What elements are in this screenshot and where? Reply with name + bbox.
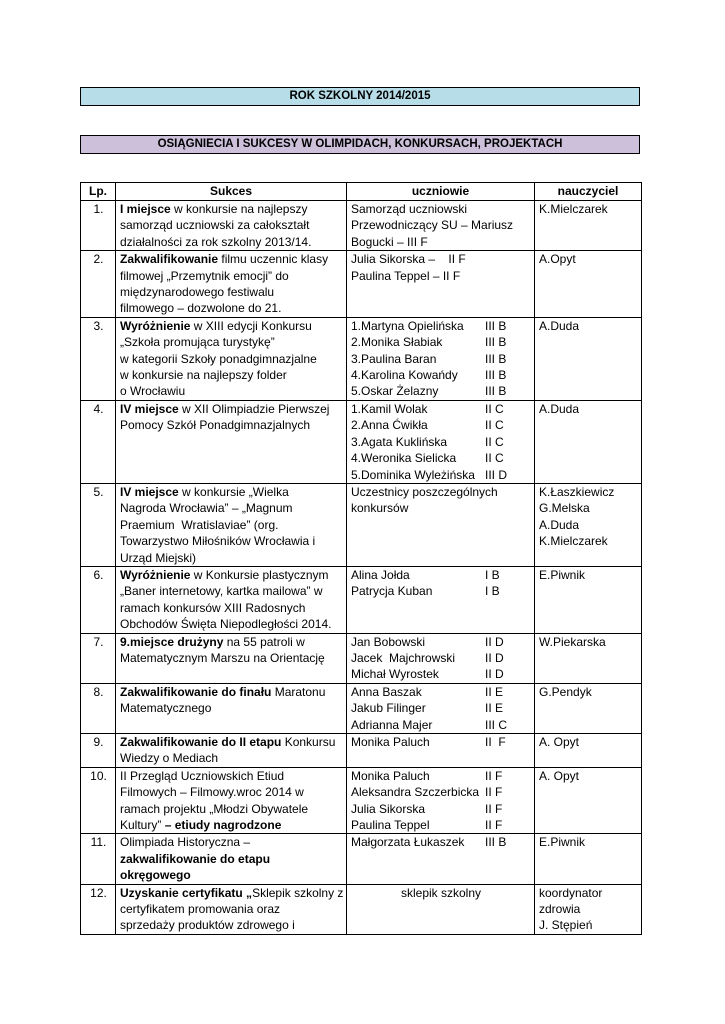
description-line (120, 750, 343, 766)
student-name: 4.Karolina Kowańdy (351, 368, 458, 383)
student-class: II D (485, 650, 504, 665)
description-line (120, 734, 343, 750)
description-line (120, 801, 343, 817)
student-name: Julia Sikorska (351, 801, 426, 816)
student-class: II F (485, 801, 503, 816)
description-line (120, 583, 343, 599)
description-line (120, 650, 343, 666)
description-line (120, 383, 343, 399)
student-name: 4.Weronika Sielicka (351, 451, 457, 466)
success-description (116, 566, 347, 633)
student-name: Patrycja Kuban (351, 584, 433, 599)
student-entry (351, 634, 531, 650)
teacher-name: A.Opyt (539, 252, 576, 267)
student-name: Jacek Majchrowski (351, 650, 456, 665)
student-entry (351, 318, 531, 334)
table-row (81, 633, 642, 683)
student-name: 5.Dominika Wyleżińska (351, 467, 475, 482)
teacher-cell (535, 734, 642, 768)
student-class: III B (485, 318, 507, 333)
table-row (81, 767, 642, 834)
success-description (116, 834, 347, 884)
text-segment: międzynarodowego festiwalu (120, 285, 275, 300)
student-name: Michał Wyrostek (351, 667, 439, 682)
success-description (116, 251, 347, 318)
description-line (120, 600, 343, 616)
student-class: III B (485, 351, 507, 366)
table-row (81, 483, 642, 566)
teacher-name: A.Duda (539, 517, 580, 532)
teacher-name: G.Melska (539, 501, 590, 516)
success-description (116, 633, 347, 683)
students-cell (347, 884, 535, 934)
text-segment: samorząd uczniowski za całokształt (120, 218, 310, 233)
text-segment: w kategorii Szkoły ponadgimnazjalne (120, 351, 317, 366)
students-cell (347, 201, 535, 251)
teacher-name: J. Stępień (539, 918, 593, 933)
achievements-table (80, 182, 642, 935)
table-row (81, 683, 642, 733)
text-segment: Towarzystwo Miłośników Wrocławia i (120, 534, 316, 549)
text-segment: Kultury” (120, 818, 165, 833)
table-header-row (81, 183, 642, 201)
student-class: II F (485, 768, 503, 783)
students-cell (347, 834, 535, 884)
teacher-name: K.Mielczarek (539, 202, 608, 216)
bold-segment: – etiudy nagrodzone (164, 818, 282, 833)
student-entry (351, 734, 531, 750)
row-number: 5. (81, 483, 116, 566)
row-number: 6. (81, 566, 116, 633)
student-entry (351, 251, 531, 267)
student-name: Jan Bobowski (351, 634, 426, 649)
student-entry (351, 666, 531, 682)
student-class: II E (485, 701, 504, 716)
student-entry (351, 684, 531, 700)
students-cell (347, 734, 535, 768)
text-segment: na 55 patroli w (223, 634, 305, 649)
description-line (120, 901, 343, 917)
column-header-uczniowie: uczniowie (347, 183, 535, 201)
row-number: 11. (81, 834, 116, 884)
description-line (120, 867, 343, 883)
table-row (81, 566, 642, 633)
student-name: Alina Jołda (351, 567, 410, 582)
student-name: Anna Baszak (351, 684, 422, 699)
section-title-banner: OSIĄGNIECIA I SUKCESY W OLIMPIDACH, KONKURSACH, PROJEKTACH (80, 135, 640, 154)
description-line (120, 484, 343, 500)
description-line (120, 616, 343, 632)
description-line (120, 234, 343, 250)
description-line (120, 334, 343, 350)
student-entry (351, 817, 531, 833)
teacher-name: W.Piekarska (539, 634, 606, 649)
text-segment: Sklepik szkolny z (252, 885, 344, 900)
student-entry (351, 801, 531, 817)
text-segment: Wiedzy o Mediach (120, 751, 219, 766)
student-name: Paulina Teppel (351, 818, 430, 833)
students-cell (347, 683, 535, 733)
description-line (120, 201, 343, 217)
student-entry (351, 234, 531, 250)
table-row (81, 400, 642, 483)
teacher-cell (535, 633, 642, 683)
description-line (120, 550, 343, 566)
text-segment: „Szkoła promująca turystykę” (120, 335, 275, 350)
description-line (120, 634, 343, 650)
description-line (120, 417, 343, 433)
student-class: III C (485, 717, 508, 732)
student-class: I B (485, 567, 500, 582)
bold-segment: Zakwalifikowanie (120, 252, 219, 267)
student-name: Przewodniczący SU – Mariusz (351, 218, 514, 233)
student-entry (351, 334, 531, 350)
teacher-cell (535, 566, 642, 633)
teacher-name: A.Duda (539, 318, 580, 333)
teacher-cell (535, 201, 642, 251)
column-header-sukces: Sukces (116, 183, 347, 201)
text-segment: ramach konkursów XIII Radosnych (120, 600, 306, 615)
student-entry (351, 217, 531, 233)
student-class: I B (485, 584, 500, 599)
teacher-cell (535, 400, 642, 483)
row-number: 12. (81, 884, 116, 934)
school-year-banner: ROK SZKOLNY 2014/2015 (80, 87, 640, 106)
teacher-name: zdrowia (539, 902, 581, 917)
students-cell (347, 251, 535, 318)
teacher-name: A. Opyt (539, 768, 580, 783)
student-entry (351, 583, 531, 599)
text-segment: II Przegląd Uczniowskich Etiud (120, 768, 285, 783)
description-line (120, 700, 343, 716)
description-line (120, 684, 343, 700)
student-entry (351, 784, 531, 800)
table-row (81, 251, 642, 318)
success-description (116, 201, 347, 251)
success-description (116, 683, 347, 733)
student-class: III B (485, 835, 507, 850)
student-entry (351, 717, 531, 733)
table-row (81, 884, 642, 934)
text-segment: Pomocy Szkół Ponadgimnazjalnych (120, 418, 311, 433)
table-row (81, 734, 642, 768)
description-line (120, 851, 343, 867)
bold-segment: Zakwalifikowanie do finału (120, 684, 272, 699)
bold-segment: Wyróżnienie (120, 318, 191, 333)
student-name: 1.Martyna Opielińska (351, 318, 464, 333)
description-line (120, 834, 343, 850)
student-entry (351, 650, 531, 666)
teacher-cell (535, 884, 642, 934)
row-number: 7. (81, 633, 116, 683)
text-segment: certyfikatem promowania oraz (120, 902, 281, 917)
student-entry (351, 434, 531, 450)
text-segment: Olimpiada Historyczna – (120, 835, 251, 850)
student-class: III D (485, 467, 508, 482)
teacher-cell (535, 483, 642, 566)
description-line (120, 268, 343, 284)
text-segment: o Wrocławiu (120, 384, 186, 399)
text-segment: „Baner internetowy, kartka mailowa” w (120, 584, 323, 599)
column-header-lp: Lp. (81, 183, 116, 201)
student-entry (351, 484, 531, 500)
students-cell (347, 317, 535, 400)
success-description (116, 400, 347, 483)
student-entry (351, 268, 531, 284)
student-class: II E (485, 684, 504, 699)
text-segment: w konkursie na najlepszy folder (120, 368, 287, 383)
student-name: 3.Agata Kuklińska (351, 434, 448, 449)
student-class: II D (485, 667, 504, 682)
text-segment: w XIII edycji Konkursu (190, 318, 312, 333)
student-name: Uczestnicy poszczególnych (351, 484, 498, 499)
bold-segment: 9.miejsce drużyny (120, 634, 224, 649)
text-segment: w konkursie na najlepszy (170, 202, 308, 216)
table-body (81, 201, 642, 935)
success-description (116, 884, 347, 934)
student-entry (351, 417, 531, 433)
description-line (120, 885, 343, 901)
description-line (120, 318, 343, 334)
student-entry (351, 700, 531, 716)
student-name: 3.Paulina Baran (351, 351, 437, 366)
student-class: II C (485, 418, 504, 433)
bold-segment: IV miejsce (120, 401, 179, 416)
text-segment: Konkursu (281, 735, 336, 749)
student-class: II C (485, 434, 504, 449)
bold-segment: Uzyskanie certyfikatu „ (120, 885, 253, 900)
text-segment: Praemium Wratislaviae” (org. (120, 517, 279, 532)
student-name: Monika Paluch (351, 735, 430, 749)
row-number: 4. (81, 400, 116, 483)
bold-segment: IV miejsce (120, 484, 179, 499)
success-description (116, 483, 347, 566)
student-name: Jakub Filinger (351, 701, 426, 716)
description-line (120, 217, 343, 233)
student-entry (351, 401, 531, 417)
row-number: 10. (81, 767, 116, 834)
student-class: II C (485, 451, 504, 466)
success-description (116, 734, 347, 768)
column-header-nauczyciel: nauczyciel (535, 183, 642, 201)
student-entry (351, 467, 531, 483)
student-class: II D (485, 634, 504, 649)
description-line (120, 817, 343, 833)
students-cell (347, 767, 535, 834)
student-name: 1.Kamil Wolak (351, 401, 428, 416)
student-class: III B (485, 368, 507, 383)
teacher-cell (535, 767, 642, 834)
bold-segment: Zakwalifikowanie do II etapu (120, 735, 282, 749)
text-segment: Matematycznym Marszu na Orientację (120, 650, 325, 665)
student-entry (351, 201, 531, 217)
text-segment: Maratonu (271, 684, 326, 699)
teacher-cell (535, 834, 642, 884)
teacher-name: koordynator (539, 885, 603, 900)
student-name: 5.Oskar Żelazny (351, 384, 439, 399)
description-line (120, 300, 343, 316)
teacher-name: K.Mielczarek (539, 534, 608, 549)
description-line (120, 251, 343, 267)
text-segment: Urząd Miejski) (120, 550, 197, 565)
teacher-name: E.Piwnik (539, 567, 586, 582)
student-name: Małgorzata Łukaszek (351, 835, 465, 850)
text-segment: filmowego – dozwolone do 21. (120, 301, 282, 316)
description-line (120, 367, 343, 383)
student-entry (351, 367, 531, 383)
student-name: Samorząd uczniowski (351, 202, 468, 216)
description-line (120, 533, 343, 549)
table-row (81, 834, 642, 884)
description-line (120, 917, 343, 933)
students-cell (347, 633, 535, 683)
student-class: II F (485, 785, 503, 800)
student-entry (351, 768, 531, 784)
students-cell (347, 566, 535, 633)
text-segment: działalności za rok szkolny 2013/14. (120, 234, 312, 249)
student-entry (351, 834, 531, 850)
student-entry (351, 450, 531, 466)
description-line (120, 784, 343, 800)
text-segment: filmowej „Przemytnik emocji” do (120, 268, 289, 283)
teacher-cell (535, 683, 642, 733)
student-class: II F (485, 818, 503, 833)
student-class: II F (485, 735, 506, 749)
bold-segment: Wyróżnienie (120, 567, 191, 582)
student-name: Aleksandra Szczerbicka (351, 785, 480, 800)
text-segment: w konkursie „Wielka (178, 484, 289, 499)
description-line (120, 768, 343, 784)
text-segment: Obchodów Święta Niepodległości 2014. (120, 617, 332, 632)
text-segment: w XII Olimpiadzie Pierwszej (178, 401, 330, 416)
student-class: III B (485, 335, 507, 350)
row-number: 1. (81, 201, 116, 251)
bold-segment: okręgowego (120, 868, 191, 883)
student-entry: sklepik szkolny (400, 885, 482, 900)
success-description (116, 767, 347, 834)
student-class: II C (485, 401, 504, 416)
description-line (120, 284, 343, 300)
description-line (120, 567, 343, 583)
student-name: 2.Monika Słabiak (351, 335, 443, 350)
bold-segment: I miejsce (120, 202, 171, 216)
teacher-name: G.Pendyk (539, 684, 592, 699)
teacher-name: K.Łaszkiewicz (539, 484, 615, 499)
text-segment: ramach projektu „Młodzi Obywatele (120, 801, 309, 816)
description-line (120, 401, 343, 417)
students-cell (347, 483, 535, 566)
student-entry (351, 383, 531, 399)
teacher-cell (535, 317, 642, 400)
teacher-name: E.Piwnik (539, 835, 586, 850)
text-segment: sprzedaży produktów zdrowego i (120, 918, 295, 933)
row-number: 9. (81, 734, 116, 768)
student-name: Paulina Teppel – II F (351, 268, 461, 283)
student-entry (351, 500, 531, 516)
teacher-cell (535, 251, 642, 318)
student-name: konkursów (351, 501, 409, 516)
text-segment: Matematycznego (120, 701, 212, 716)
row-number: 3. (81, 317, 116, 400)
table-row (81, 201, 642, 251)
text-segment: Nagroda Wrocławia” – „Magnum (120, 501, 293, 516)
student-entry (351, 351, 531, 367)
student-name: Julia Sikorska – II F (351, 252, 466, 267)
student-name: 2.Anna Ćwikła (351, 418, 428, 433)
student-name: Adrianna Majer (351, 717, 433, 732)
table-row (81, 317, 642, 400)
teacher-name: A.Duda (539, 401, 580, 416)
description-line (120, 517, 343, 533)
row-number: 2. (81, 251, 116, 318)
teacher-name: A. Opyt (539, 735, 580, 749)
student-name: Bogucki – III F (351, 234, 428, 249)
student-entry (351, 567, 531, 583)
description-line (120, 351, 343, 367)
row-number: 8. (81, 683, 116, 733)
student-name: Monika Paluch (351, 768, 430, 783)
students-cell (347, 400, 535, 483)
text-segment: Filmowych – Filmowy.wroc 2014 w (120, 785, 304, 800)
text-segment: filmu uczennic klasy (218, 252, 329, 267)
success-description (116, 317, 347, 400)
text-segment: w Konkursie plastycznym (190, 567, 329, 582)
student-class: III B (485, 384, 507, 399)
description-line (120, 500, 343, 516)
bold-segment: zakwalifikowanie do etapu (120, 851, 271, 866)
